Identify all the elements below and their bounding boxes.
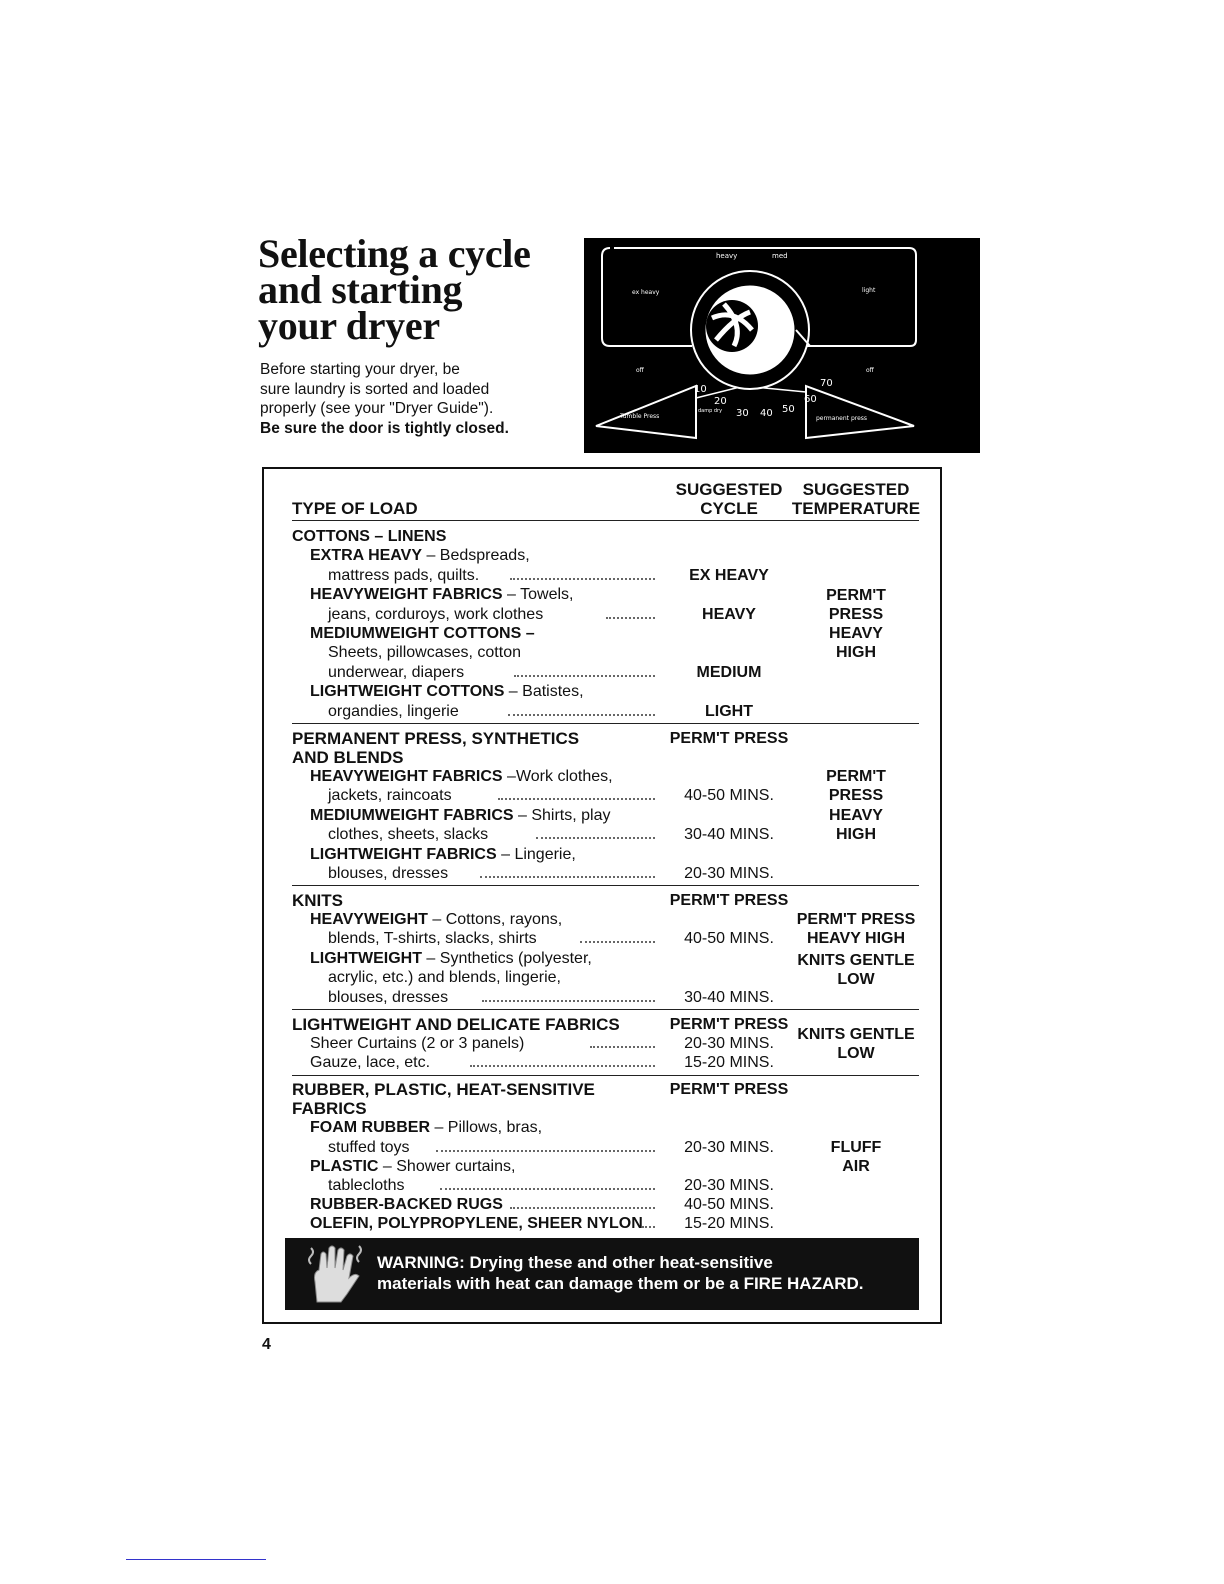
dial-label-ex-heavy: ex heavy [632,289,660,296]
dial-label-heavy: heavy [716,252,738,260]
intro-line-2: sure laundry is sorted and loaded [260,380,490,398]
leader [440,1188,655,1190]
dial-label-light: light [862,287,876,294]
permpress-temp-3: HEAVY [829,807,883,824]
delicate-temp-2: LOW [837,1045,875,1062]
leader [436,1150,655,1152]
warning-line-1: WARNING: Drying these and other heat-sensitive [377,1253,773,1272]
dial-minute-40: 40 [760,408,773,419]
delicate-sheer-curtains: Sheer Curtains (2 or 3 panels) [310,1035,525,1052]
cottons-temp-4: HIGH [836,644,876,661]
warning-text [377,1252,864,1294]
permpress-lightweight [310,845,576,864]
dial-minute-60: 60 [804,394,817,405]
title-line-3: your dryer [258,303,440,348]
header-rule [292,520,919,521]
cottons-heavyweight [310,585,573,604]
header-suggested-cycle-1: SUGGESTED [675,480,783,499]
permpress-temp-1: PERM'T [826,768,886,785]
rubber-plastic-desc: tablecloths [328,1177,405,1194]
leader [642,1226,655,1228]
dial-label-med: med [772,252,788,260]
warning-line-2: materials with heat can damage them or be a FIRE HAZARD. [377,1274,864,1293]
dial-label-permanent-press: permanent press [816,415,868,422]
label: FOAM RUBBER [310,1119,430,1136]
section-rule [292,885,919,886]
delicate-gauze-time: 15-20 MINS. [684,1054,774,1071]
permpress-temp-2: PRESS [828,787,884,804]
footer-rule [126,1559,266,1560]
cottons-lightweight [310,682,584,701]
section-rule [292,723,919,724]
cottons-mediumweight: MEDIUMWEIGHT COTTONS – [310,625,535,642]
cottons-extra-heavy-cycle: EX HEAVY [689,567,769,584]
permpress-temp-4: HIGH [836,826,876,843]
rubber-plastic-time: 20-30 MINS. [684,1177,774,1194]
header-type-of-load: TYPE OF LOAD [292,499,418,518]
cottons-lightweight-desc: organdies, lingerie [328,703,459,720]
permpress-mediumweight-time: 30-40 MINS. [684,826,774,843]
section-delicate-heading: LIGHTWEIGHT AND DELICATE FABRICS [292,1015,620,1034]
permpress-mediumweight-desc: clothes, sheets, slacks [328,826,489,843]
intro-line-1: Before starting your dryer, be [260,361,460,378]
leader [482,1000,655,1002]
rubber-foam [310,1118,542,1137]
permpress-lightweight-desc: blouses, dresses [328,865,449,882]
dial-minute-50: 50 [782,404,795,415]
label: HEAVYWEIGHT FABRICS [310,768,503,785]
label: LIGHTWEIGHT [310,950,422,967]
rubber-foam-desc: stuffed toys [328,1139,410,1156]
knits-heavyweight-temp-1: PERM'T PRESS [796,911,916,928]
desc: – Shower curtains, [378,1158,516,1175]
dryer-control-panel [584,238,980,453]
cottons-mediumweight-desc2: underwear, diapers [328,664,465,681]
cottons-mediumweight-cycle: MEDIUM [696,664,762,681]
knits-lightweight-desc3: blouses, dresses [328,989,449,1006]
leader [580,941,655,943]
desc: –Work clothes, [502,768,613,785]
desc: – Lingerie, [496,846,576,863]
knits-heavyweight-temp-2: HEAVY HIGH [806,930,906,947]
knits-heavyweight-desc: blends, T-shirts, slacks, shirts [328,930,537,947]
cottons-temp-2: PRESS [828,606,884,623]
cottons-temp-3: HEAVY [829,625,883,642]
delicate-cycle: PERM'T PRESS [669,1016,789,1033]
dial-label-off-right: off [866,367,874,374]
dial-minute-70: 70 [820,378,833,389]
permpress-heavyweight [310,767,613,786]
section-rubber-heading-2: FABRICS [292,1099,367,1118]
door-closed-note: Be sure the door is tightly closed. [260,419,509,437]
header-suggested-temp-2: TEMPERATURE [791,499,921,518]
knits-lightweight-time: 30-40 MINS. [684,989,774,1006]
knits-lightweight-temp-1: KNITS GENTLE [797,952,915,969]
rubber-plastic [310,1157,515,1176]
leader [536,837,655,839]
dial-label-damp-dry: damp dry [698,408,723,414]
knits-heavyweight [310,910,562,929]
rubber-foam-time: 20-30 MINS. [684,1139,774,1156]
dial-label-off-left: off [636,367,644,374]
label: MEDIUMWEIGHT FABRICS [310,807,514,824]
label: LIGHTWEIGHT FABRICS [310,846,497,863]
leader [498,798,655,800]
leader [480,876,655,878]
desc: – Batistes, [504,683,584,700]
rubber-backed-rugs: RUBBER-BACKED RUGS [310,1196,503,1213]
section-rule [292,1009,919,1010]
rubber-olefin: OLEFIN, POLYPROPYLENE, SHEER NYLON [310,1215,643,1232]
permpress-mediumweight [310,806,610,825]
permpress-heavyweight-time: 40-50 MINS. [684,787,774,804]
leader [590,1046,655,1048]
dial-label-tumble-press: Tumble Press [620,413,660,420]
cottons-heavyweight-desc: jeans, corduroys, work clothes [328,606,544,623]
section-knits-heading: KNITS [292,891,343,910]
leader [510,1207,655,1209]
rubber-temp-2: AIR [842,1158,870,1175]
dial-minute-10: 10 [694,384,707,395]
label: HEAVYWEIGHT FABRICS [310,586,503,603]
section-permpress-heading-1: PERMANENT PRESS, SYNTHETICS [292,729,580,748]
title-line-1: Selecting a cycle [258,231,531,276]
cottons-lightweight-cycle: LIGHT [705,703,753,720]
knits-heavyweight-time: 40-50 MINS. [684,930,774,947]
intro-line-3: properly (see your "Dryer Guide"). [260,400,494,417]
leader [514,675,655,677]
cottons-temp-1: PERM'T [826,587,886,604]
cottons-heavyweight-cycle: HEAVY [702,606,756,623]
page-title [258,231,578,348]
section-rule [292,1075,919,1076]
knits-lightweight [310,949,592,968]
rubber-cycle: PERM'T PRESS [669,1081,789,1098]
knits-cycle: PERM'T PRESS [669,892,789,909]
permpress-heavyweight-desc: jackets, raincoats [328,787,452,804]
label: EXTRA HEAVY [310,547,423,564]
rubber-olefin-time: 15-20 MINS. [684,1215,774,1232]
cottons-mediumweight-desc1: Sheets, pillowcases, cotton [328,644,521,661]
knits-lightweight-desc2: acrylic, etc.) and blends, lingerie, [328,969,561,986]
page-number: 4 [262,1336,271,1353]
hand-heat-icon [307,1242,367,1306]
leader [470,1065,655,1067]
delicate-temp-1: KNITS GENTLE [797,1026,915,1043]
desc: – Cottons, rayons, [427,911,563,928]
leader [606,617,655,619]
section-rubber-heading-1: RUBBER, PLASTIC, HEAT-SENSITIVE [292,1080,595,1099]
dial-minute-30: 30 [736,408,749,419]
permpress-lightweight-time: 20-30 MINS. [684,865,774,882]
desc: – Synthetics (polyester, [421,950,592,967]
label: HEAVYWEIGHT [310,911,428,928]
leader [508,714,655,716]
section-cottons-heading: COTTONS – LINENS [292,528,447,545]
knits-lightweight-temp-2: LOW [837,971,875,988]
permpress-cycle: PERM'T PRESS [669,730,789,747]
cottons-extra-heavy-desc: mattress pads, quilts. [328,567,480,584]
delicate-gauze: Gauze, lace, etc. [310,1054,431,1071]
desc: – Shirts, play [513,807,611,824]
label: PLASTIC [310,1158,379,1175]
leader [510,578,655,580]
rubber-temp-1: FLUFF [830,1139,882,1156]
section-permpress-heading-2: AND BLENDS [292,748,404,767]
title-line-2: and starting [258,267,463,312]
label: LIGHTWEIGHT COTTONS [310,683,505,700]
header-suggested-cycle-2: CYCLE [700,499,758,518]
intro-paragraph [260,360,570,438]
dial-minute-20: 20 [714,396,727,407]
cottons-extra-heavy [310,546,530,565]
fire-hazard-warning [285,1238,919,1310]
header-suggested-temp-1: SUGGESTED [802,480,910,499]
desc: – Pillows, bras, [430,1119,543,1136]
desc: – Towels, [502,586,574,603]
delicate-sheer-time: 20-30 MINS. [684,1035,774,1052]
rubber-rugs-time: 40-50 MINS. [684,1196,774,1213]
desc: – Bedspreads, [422,547,530,564]
